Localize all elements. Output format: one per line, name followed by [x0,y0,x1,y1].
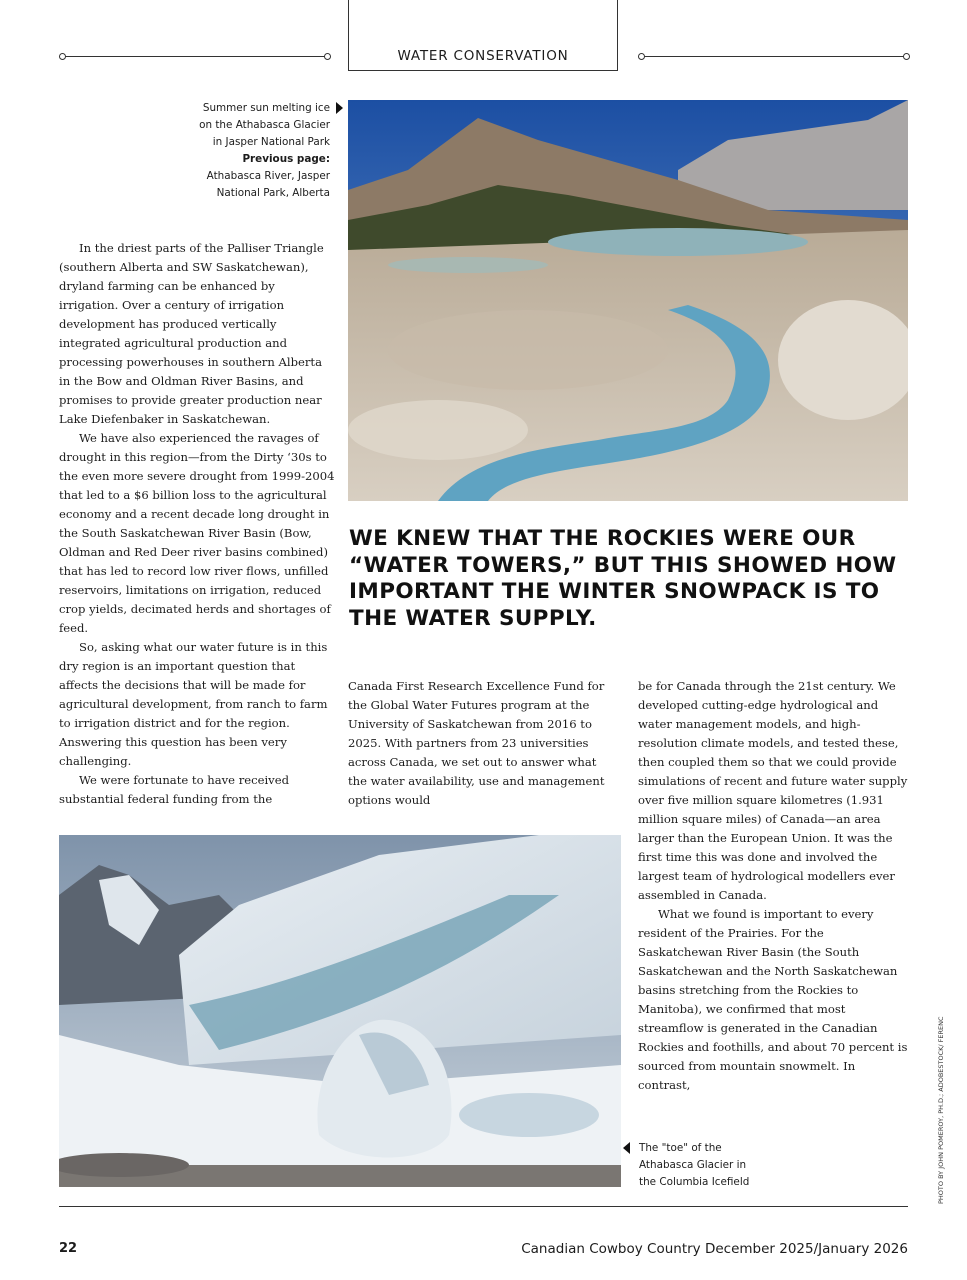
header-rule-right [641,56,907,57]
photo-caption-bottom [639,1140,789,1191]
caption-line: in Jasper National Park [212,136,330,148]
paragraph: What we found is important to every resident of the Prairies. For the Saskatchewan River Basin (the South Saskatchewan and the North Saskatchewan basins stretching from the Rockies to Manitoba), we confirmed that most streamflow is generated in the Canadian Rockies and foothills, and about 70 percent is sourced from mountain snowmelt. In contrast, [638,907,908,1092]
header-rule-left [62,56,328,57]
footer-rule [59,1206,908,1207]
body-column-3 [638,677,908,1095]
section-title: WATER CONSERVATION [397,48,569,64]
body-column-2 [348,677,606,810]
caption-bold-line: Previous page: [242,153,330,165]
photo-credit: PHOTO BY JOHN POMEROY, PH.D.; ADOBESTOCK/ FERENC [937,1016,945,1204]
paragraph: We have also experienced the ravages of drought in this region—from the Dirty ‘30s to the even more severe drought from 1999-2004 that led to a $6 billion loss to the agricultural economy and a recent decade long drought in the South Saskatchewan River Basin (Bow, Oldman and Red Deer river basins combined) that has led to record low river flows, unfilled reservoirs, limitations on irrigation, reduced crop yields, decimated herds and shortages of feed. [59,431,335,635]
caption-line: The "toe" of the [639,1142,722,1154]
paragraph: So, asking what our water future is in this dry region is an important question that affects the decisions that will be made for agricultural development, from ranch to farm to irrigation district and for the region. Answering this question has been very challenging. [59,640,328,768]
photo-caption-top [150,100,330,202]
caption-pointer-right-icon [336,102,343,114]
paragraph: be for Canada through the 21st century. We developed cutting-edge hydrological and water management models, and high-resolution climate models, and tested these, then coupled them so that we could provide simulations of recent and future water supply over five million square kilometres (1.931 million square miles) of Canada—an area larger than the European Union. It was the first time this was done and involved the largest team of hydrological modellers ever assembled in Canada. [638,679,908,902]
pull-quote: WE KNEW THAT THE ROCKIES WERE OUR “WATER TOWERS,” BUT THIS SHOWED HOW IMPORTANT THE WINTER SNOWPACK IS TO THE WATER SUPPLY. [349,526,897,631]
caption-line: Athabasca Glacier in [639,1159,747,1171]
glacier-meltwater-photo [348,100,908,501]
caption-pointer-left-icon [623,1142,630,1154]
caption-line: the Columbia Icefield [639,1176,750,1188]
caption-line: Athabasca River, Jasper [206,170,330,182]
glacier-toe-photo [59,835,621,1187]
page-number: 22 [59,1241,78,1256]
paragraph: In the driest parts of the Palliser Triangle (southern Alberta and SW Saskatchewan), dryland farming can be enhanced by irrigation. Over a century of irrigation development has produced vertically integrated agricultural production and processing powerhouses in southern Alberta in the Bow and Oldman River Basins, and promises to provide greater production near Lake Diefenbaker in Saskatchewan. [59,241,324,426]
caption-line: Summer sun melting ice [202,102,330,114]
publication-info: Canadian Cowboy Country December 2025/January 2026 [521,1241,908,1257]
paragraph: We were fortunate to have received substantial federal funding from the [59,773,290,806]
paragraph: Canada First Research Excellence Fund for the Global Water Futures program at the University of Saskatchewan from 2016 to 2025. With partners from 23 universities across Canada, we set out to answer what the water availability, use and management options would [348,679,605,807]
section-header-box [348,0,618,71]
caption-line: National Park, Alberta [216,187,330,199]
body-column-1 [59,239,335,809]
caption-line: on the Athabasca Glacier [199,119,330,131]
